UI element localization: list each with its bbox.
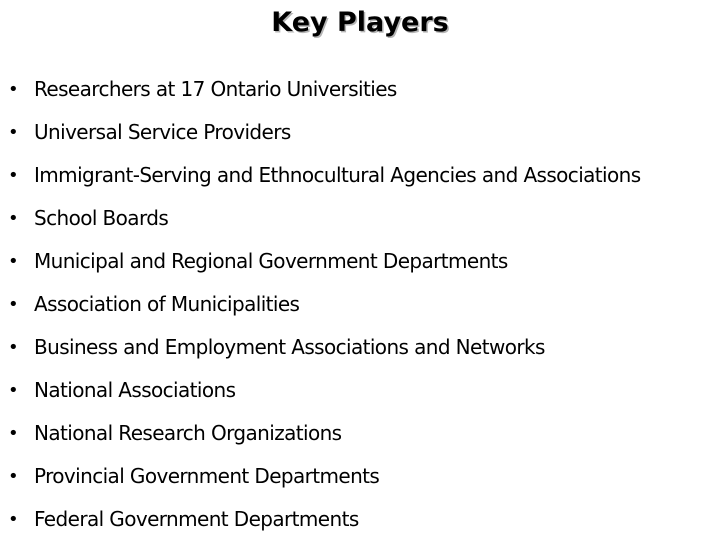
bullet-icon: •: [8, 251, 19, 272]
bullet-icon: •: [8, 122, 19, 143]
list-item: [0, 111, 720, 154]
list-item-text: Association of Municipalities: [34, 292, 300, 316]
bullet-icon: •: [8, 509, 19, 530]
list-item-text: Business and Employment Associations and Networks: [34, 335, 545, 359]
list-item: [0, 283, 720, 326]
bullet-icon: •: [8, 208, 19, 229]
bullet-icon: •: [8, 79, 19, 100]
bullet-icon: •: [8, 423, 19, 444]
bullet-icon: •: [8, 466, 19, 487]
bullet-icon: •: [8, 165, 19, 186]
list-item: [0, 455, 720, 498]
key-players-list: [0, 68, 720, 541]
bullet-icon: •: [8, 337, 19, 358]
slide-title: Key Players: [271, 7, 449, 38]
list-item: [0, 412, 720, 455]
list-item-text: Municipal and Regional Government Departments: [34, 249, 508, 273]
list-item-text: National Associations: [34, 378, 236, 402]
list-item: [0, 326, 720, 369]
list-item: [0, 68, 720, 111]
list-item-text: Researchers at 17 Ontario Universities: [34, 77, 397, 101]
list-item: [0, 154, 720, 197]
list-item-text: Federal Government Departments: [34, 507, 359, 531]
list-item-text: Provincial Government Departments: [34, 464, 380, 488]
list-item-text: School Boards: [34, 206, 169, 230]
bullet-icon: •: [8, 294, 19, 315]
list-item: [0, 498, 720, 541]
list-item: [0, 369, 720, 412]
list-item: [0, 197, 720, 240]
list-item: [0, 240, 720, 283]
list-item-text: National Research Organizations: [34, 421, 342, 445]
list-item-text: Immigrant-Serving and Ethnocultural Agencies and Associations: [34, 163, 641, 187]
bullet-icon: •: [8, 380, 19, 401]
list-item-text: Universal Service Providers: [34, 120, 291, 144]
